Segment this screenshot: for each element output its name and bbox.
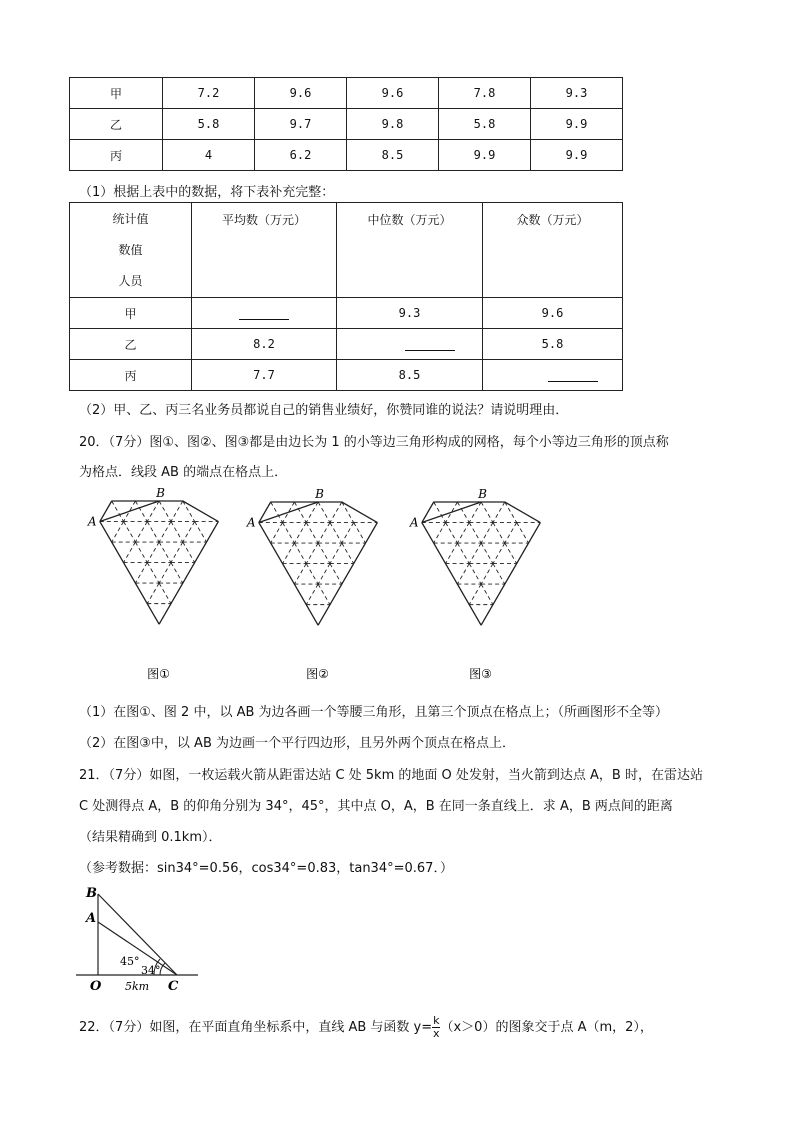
q19-part1: （1）根据上表中的数据，将下表补充完整：: [79, 185, 335, 200]
table-cell: 9.9: [531, 140, 623, 171]
table-cell: 7.7: [192, 360, 337, 391]
grid-line: [283, 523, 295, 544]
point-c-label: C: [168, 979, 179, 994]
grid-line: [469, 543, 481, 564]
table-cell: 5.8: [483, 329, 623, 360]
header-mode: 众数（万元）: [483, 203, 623, 298]
figure-caption: 图③: [469, 667, 492, 681]
table-cell: 9.3: [531, 78, 623, 109]
header-value-label: 数值: [118, 243, 143, 257]
q22-text-pre: 22．（7分）如图，在平面直角坐标系中，直线 AB 与函数 y=: [79, 1020, 433, 1035]
point-a-label: A: [409, 515, 419, 530]
grid-line: [469, 584, 481, 605]
table-cell: 9.8: [347, 109, 439, 140]
table-cell: 5.8: [439, 109, 531, 140]
grid-line: [505, 543, 517, 564]
q20-line2: 为格点．线段 AB 的端点在格点上．: [79, 465, 288, 480]
grid-line: [159, 522, 171, 543]
grid-line: [481, 502, 493, 523]
table-row: [70, 109, 623, 140]
q22-text-post: （x＞0）的图象交于点 A（m，2），: [440, 1020, 653, 1035]
grid-line: [195, 522, 207, 543]
grid-line: [112, 501, 124, 522]
grid-line: [318, 502, 330, 523]
grid-line: [294, 543, 306, 564]
grid-line: [446, 543, 458, 564]
table-cell: 6.2: [255, 140, 347, 171]
rocket-figure: [70, 882, 210, 997]
table-cell: 4: [163, 140, 255, 171]
grid-line: [457, 502, 469, 523]
grid-line: [271, 502, 283, 523]
header-median: 中位数（万元）: [337, 203, 483, 298]
grid-line: [124, 542, 136, 563]
table-cell: 5.8: [163, 109, 255, 140]
angle-45-label: 45°: [120, 955, 140, 968]
answer-blank-cell[interactable]: [483, 360, 623, 391]
fraction-denominator: x: [433, 1027, 440, 1040]
grid-line: [446, 523, 458, 544]
grid-line: [135, 542, 147, 563]
table-cell: 8.2: [192, 329, 337, 360]
row-name: 丙: [70, 360, 192, 391]
grid-line: [294, 502, 306, 523]
grid-line: [147, 542, 159, 563]
q21-line1: 21．（7分）如图，一枚运载火箭从距雷达站 C 处 5km 的地面 O 处发射，当火箭到达点 A，B 时，在雷达站: [79, 768, 703, 783]
table-row: [70, 298, 623, 329]
table-cell: 9.6: [347, 78, 439, 109]
grid-line: [171, 522, 183, 543]
grid-line: [493, 543, 505, 564]
triangle-grid-figures: [0, 480, 794, 690]
answer-blank[interactable]: [239, 307, 289, 320]
grid-line: [183, 542, 195, 563]
segment-ab: [100, 501, 159, 522]
figure-outline: [342, 502, 378, 523]
grid-line: [342, 523, 354, 544]
grid-line: [517, 523, 529, 544]
row-name: 乙: [70, 109, 163, 140]
row-name: 乙: [70, 329, 192, 360]
row-name: 丙: [70, 140, 163, 171]
grid-line: [457, 543, 469, 564]
figure-outline: [318, 523, 377, 626]
grid-line: [159, 542, 171, 563]
table-row: [70, 140, 623, 171]
row-name: 甲: [70, 78, 163, 109]
grid-line: [124, 522, 136, 543]
grid-line: [493, 502, 505, 523]
grid-line: [318, 584, 330, 605]
table-row: [70, 78, 623, 109]
segment-ab: [422, 502, 481, 523]
q22-line: [79, 1015, 653, 1040]
grid-line: [481, 584, 493, 605]
grid-line: [457, 564, 469, 585]
grid-line: [147, 583, 159, 604]
table-cell: 8.5: [337, 360, 483, 391]
grid-line: [171, 542, 183, 563]
header-person-label: 人员: [118, 274, 143, 288]
grid-line: [505, 523, 517, 544]
table-cell: 9.9: [531, 109, 623, 140]
figure-caption: 图②: [306, 667, 329, 681]
grid-line: [135, 522, 147, 543]
grid-line: [481, 564, 493, 585]
grid-line: [183, 522, 195, 543]
q21-line3: （结果精确到 0.1km）．: [79, 830, 222, 845]
grid-line: [306, 564, 318, 585]
point-o-label: O: [90, 979, 102, 994]
q21-line2: C 处测得点 A，B 的仰角分别为 34°，45°，其中点 O，A，B 在同一条直线上．求 A，B 两点间的距离: [79, 799, 673, 814]
table-cell: 9.9: [439, 140, 531, 171]
q21-ref: （参考数据：sin34°=0.56，cos34°=0.83，tan34°=0.67．）: [79, 861, 453, 876]
grid-line: [434, 502, 446, 523]
answer-blank-cell[interactable]: [337, 329, 483, 360]
grid-line: [306, 543, 318, 564]
statistics-table: [69, 202, 623, 391]
grid-line: [469, 523, 481, 544]
grid-line: [330, 543, 342, 564]
grid-line: [481, 523, 493, 544]
table-cell: 8.5: [347, 140, 439, 171]
sales-table: [69, 77, 623, 171]
grid-line: [306, 523, 318, 544]
answer-blank[interactable]: [405, 338, 455, 351]
grid-line: [294, 523, 306, 544]
table-cell: 7.8: [439, 78, 531, 109]
grid-line: [469, 564, 481, 585]
grid-line: [171, 501, 183, 522]
grid-line: [457, 523, 469, 544]
q20-part1: （1）在图①、图 2 中，以 AB 为边各画一个等腰三角形，且第三个顶点在格点上；（所画图形不全等）: [79, 705, 669, 720]
angle-34-label: 34°: [141, 964, 161, 977]
q20-line1: 20．（7分）图①、图②、图③都是由边长为 1 的小等边三角形构成的网格，每个小等边三角形的顶点称: [79, 435, 669, 450]
grid-line: [318, 523, 330, 544]
table-cell: 7.2: [163, 78, 255, 109]
grid-line: [481, 543, 493, 564]
grid-line: [318, 564, 330, 585]
grid-line: [171, 563, 183, 584]
grid-line: [354, 523, 366, 544]
grid-line: [159, 563, 171, 584]
figure-outline: [481, 523, 540, 626]
grid-line: [434, 523, 446, 544]
figure-outline: [159, 522, 218, 625]
grid-line: [147, 563, 159, 584]
segment-ab: [259, 502, 318, 523]
table-row: [70, 329, 623, 360]
grid-line: [147, 522, 159, 543]
grid-line: [330, 502, 342, 523]
point-b-label: B: [315, 487, 324, 501]
grid-line: [330, 523, 342, 544]
grid-line: [271, 523, 283, 544]
figure-outline: [183, 501, 219, 522]
table-header-row: [70, 203, 623, 298]
grid-line: [135, 501, 147, 522]
answer-blank-cell[interactable]: [192, 298, 337, 329]
point-a-label: A: [86, 911, 97, 926]
grid-line: [294, 564, 306, 585]
table-cell: 9.6: [483, 298, 623, 329]
grid-line: [318, 543, 330, 564]
grid-line: [283, 543, 295, 564]
row-name: 甲: [70, 298, 192, 329]
q19-part2: （2）甲、乙、丙三名业务员都说自己的销售业绩好，你赞同谁的说法？请说明理由．: [79, 403, 569, 418]
header-mean: 平均数（万元）: [192, 203, 337, 298]
header-stat-label: 统计值: [112, 212, 149, 226]
point-a-label: A: [246, 515, 256, 530]
grid-line: [493, 564, 505, 585]
grid-line: [306, 584, 318, 605]
distance-label: 5km: [125, 980, 150, 993]
grid-line: [135, 563, 147, 584]
grid-line: [330, 564, 342, 585]
figure-outline: [422, 523, 481, 626]
table-row: [70, 360, 623, 391]
grid-line: [159, 583, 171, 604]
point-b-label: B: [478, 487, 487, 501]
figure-outline: [100, 522, 159, 625]
figure-outline: [505, 502, 541, 523]
table-cell: 9.6: [255, 78, 347, 109]
point-a-label: A: [87, 514, 97, 529]
grid-line: [493, 523, 505, 544]
point-b-label: B: [86, 886, 97, 901]
table-cell: 9.3: [337, 298, 483, 329]
fraction-numerator: k: [433, 1014, 440, 1027]
point-b-label: B: [156, 486, 165, 500]
grid-line: [112, 522, 124, 543]
grid-line: [159, 501, 171, 522]
grid-line: [342, 543, 354, 564]
answer-blank[interactable]: [548, 369, 598, 382]
q20-part2: （2）在图③中，以 AB 为边画一个平行四边形，且另外两个顶点在格点上．: [79, 736, 516, 751]
diagonal-header: [70, 203, 192, 298]
table-cell: 9.7: [255, 109, 347, 140]
figure-outline: [259, 523, 318, 626]
figure-caption: 图①: [147, 667, 170, 681]
